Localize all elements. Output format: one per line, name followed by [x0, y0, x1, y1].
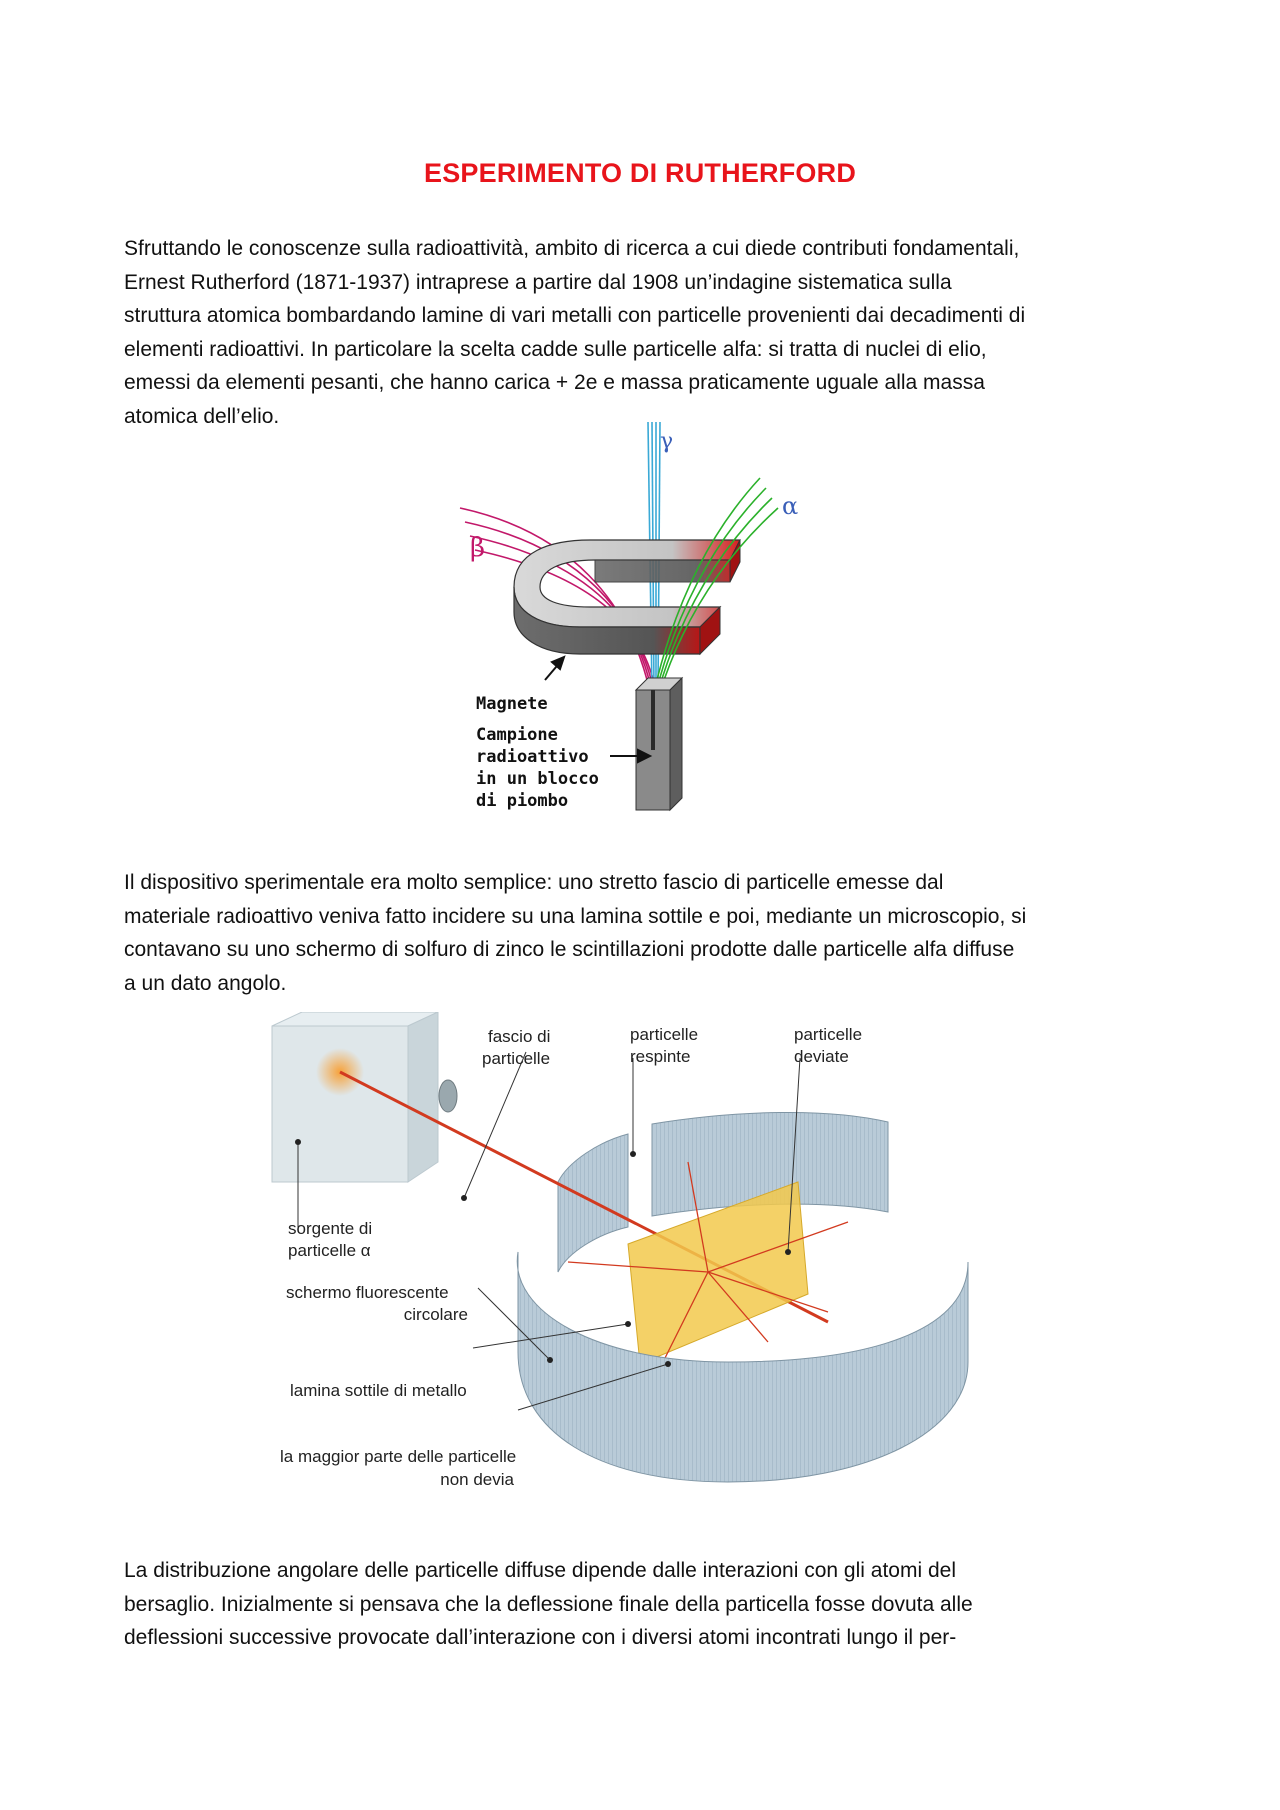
alpha-rays	[654, 478, 778, 692]
label-screen: schermo fluorescente	[286, 1283, 449, 1302]
text-line: struttura atomica bombardando lamine di vari metalli con particelle provenienti dai decadimenti di	[124, 304, 1026, 327]
gamma-symbol: γ	[660, 429, 674, 454]
label-deflected: particelle	[794, 1025, 863, 1044]
sample-label-line: in un blocco	[476, 769, 599, 789]
label-repelled: particelle	[630, 1025, 699, 1044]
sample-label-line: radioattivo	[476, 747, 589, 767]
text-line: Il dispositivo sperimentale era molto semplice: uno stretto fascio di particelle emesse dal	[124, 871, 944, 894]
label-foil: lamina sottile di metallo	[290, 1381, 467, 1400]
source-block	[272, 1012, 457, 1182]
text-line: emessi da elementi pesanti, che hanno carica + 2e e massa praticamente uguale alla massa	[124, 371, 985, 394]
text-line: Ernest Rutherford (1871-1937) intraprese a partire dal 1908 un’indagine sistematica sulla	[124, 270, 952, 294]
figure-magnet-radiation	[440, 422, 820, 822]
text-line: materiale radioattivo veniva fatto incidere su una lamina sottile e poi, mediante un microscopio, si	[124, 904, 1027, 928]
label-beam: particelle	[482, 1049, 551, 1068]
text-line: Sfruttando le conoscenze sulla radioattività, ambito di ricerca a cui diede contributi fondamentali,	[124, 237, 1020, 260]
label-most: non devia	[440, 1470, 514, 1489]
text-line: deflessioni successive provocate dall’interazione con i diversi atomi incontrati lungo il per-	[124, 1626, 957, 1649]
page-title: ESPERIMENTO DI RUTHERFORD	[423, 158, 857, 188]
lead-block	[636, 678, 682, 810]
label-source: sorgente di	[288, 1219, 373, 1238]
text-line: contavano su uno schermo di solfuro di zinco le scintillazioni prodotte dalle particelle alfa diffuse	[124, 938, 1015, 961]
magnet	[514, 540, 740, 654]
alpha-symbol: α	[782, 492, 799, 520]
label-most: la maggior parte delle particelle	[280, 1447, 517, 1466]
text-line: elementi radioattivi. In particolare la scelta cadde sulle particelle alfa: si tratta di nuclei di elio,	[124, 337, 987, 361]
magnet-label: Magnete	[476, 694, 548, 714]
label-repelled: respinte	[630, 1047, 691, 1066]
label-source: particelle α	[288, 1241, 371, 1260]
text-line: La distribuzione angolare delle particelle diffuse dipende dalle interazioni con gli atomi del	[124, 1559, 956, 1582]
figure-scattering-apparatus	[268, 1012, 1008, 1512]
label-screen: circolare	[403, 1305, 468, 1324]
paragraph-distribution	[124, 1554, 1164, 1655]
label-deflected: deviate	[794, 1047, 849, 1066]
paragraph-apparatus	[124, 866, 1164, 1000]
label-beam: fascio di	[488, 1027, 551, 1046]
text-line: a un dato angolo.	[124, 971, 287, 995]
paragraph-intro	[124, 232, 1164, 433]
text-line: atomica dell’elio.	[124, 404, 280, 428]
beta-symbol: β	[470, 533, 486, 563]
sample-label-line: Campione	[476, 725, 558, 745]
sample-label-line: di piombo	[476, 791, 569, 811]
text-line: bersaglio. Inizialmente si pensava che la deflessione finale della particella fosse dovuta alle	[124, 1592, 973, 1616]
